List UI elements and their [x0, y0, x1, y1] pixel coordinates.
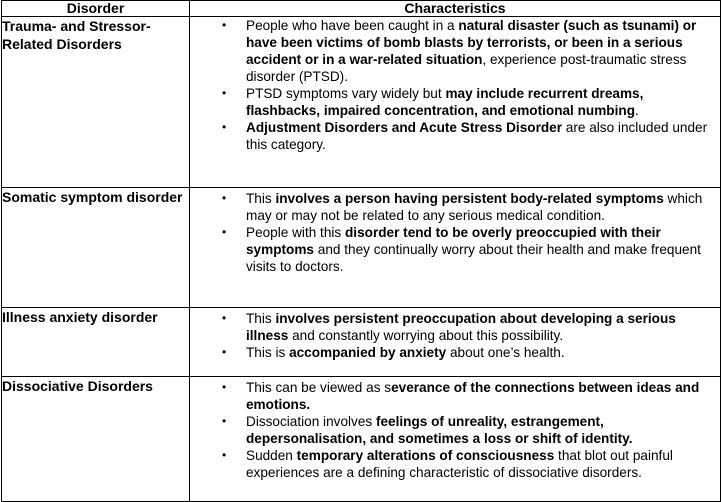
table-row: [2, 188, 721, 308]
text: are also included under this category.: [246, 120, 708, 152]
bold-text: involves a person having persistent body-related symptoms: [275, 191, 664, 206]
bold-text: Adjustment Disorders and Acute Stress Disorder: [246, 120, 563, 135]
disorder-name: Trauma- and Stressor-Related Disorders: [2, 17, 190, 188]
bold-text: may include recurrent dreams, flashbacks, impaired concentration, and emotional numbing: [246, 86, 644, 118]
bold-text: feelings of unreality, estrangement, depersonalisation, and sometimes a loss or shift of identity.: [246, 414, 633, 446]
bullet-item: [190, 119, 720, 153]
characteristics-cell: [190, 17, 721, 188]
disorder-name: Dissociative Disorders: [2, 377, 190, 502]
text: PTSD symptoms vary widely but: [246, 86, 446, 101]
text: People who have been caught in a: [246, 18, 459, 33]
text: , experience post-traumatic stress disorder (PTSD).: [246, 52, 687, 84]
characteristics-cell: [190, 308, 721, 377]
text: that blot out painful experiences are a defining characteristic of dissociative disorders.: [246, 448, 673, 480]
text: .: [635, 103, 639, 118]
bullet-item: [190, 447, 720, 481]
bullet-item: [190, 17, 720, 85]
bullet-item: [190, 413, 720, 447]
text: Dissociation involves: [246, 414, 376, 429]
bullet-icon: •: [222, 86, 227, 100]
text: and they continually worry about their health and make frequent visits to doctors.: [246, 242, 701, 274]
bullet-icon: •: [222, 191, 227, 205]
bullet-icon: •: [222, 380, 227, 394]
text: This is: [246, 345, 290, 360]
table-row: [2, 308, 721, 377]
bullet-icon: •: [222, 448, 227, 462]
bullet-item: [190, 190, 720, 224]
characteristics-cell: [190, 377, 721, 502]
bullet-item: [190, 344, 720, 361]
bullet-item: [190, 224, 720, 275]
bullet-item: [190, 85, 720, 119]
bold-text: accompanied by anxiety: [289, 345, 447, 360]
bold-text: natural disaster (such as tsunami) or have been victims of bomb blasts by terrorists, or been in a serious accident or in a war-related situation: [246, 18, 697, 67]
text: This can be viewed as s: [246, 380, 392, 395]
text: This: [246, 311, 276, 326]
disorders-table: [1, 0, 721, 502]
text: and constantly worrying about this possibility.: [288, 328, 564, 343]
header-row: [2, 1, 721, 17]
bold-text: temporary alterations of consciousness: [296, 448, 555, 463]
table-row: [2, 17, 721, 188]
text: which may or may not be related to any serious medical condition.: [246, 191, 703, 223]
bullet-icon: •: [222, 225, 227, 239]
bullet-icon: •: [222, 120, 227, 134]
bullet-item: [190, 379, 720, 413]
bullet-icon: •: [222, 311, 227, 325]
bullet-icon: •: [222, 345, 227, 359]
table-row: [2, 377, 721, 502]
text: about one’s health.: [446, 345, 565, 360]
bullet-icon: •: [222, 414, 227, 428]
text: Sudden: [246, 448, 297, 463]
header-characteristics: Characteristics: [190, 1, 721, 17]
text: People with this: [246, 225, 345, 240]
bold-text: disorder tend to be overly preoccupied with their symptoms: [246, 225, 661, 257]
text: This: [246, 191, 276, 206]
bullet-icon: •: [222, 18, 227, 32]
disorder-name: Somatic symptom disorder: [2, 188, 190, 308]
characteristics-cell: [190, 188, 721, 308]
header-disorder: Disorder: [2, 1, 190, 17]
bold-text: involves persistent preoccupation about developing a serious illness: [246, 311, 676, 343]
bullet-item: [190, 310, 720, 344]
bold-text: everance of the connections between ideas and emotions.: [246, 380, 700, 412]
disorder-name: Illness anxiety disorder: [2, 308, 190, 377]
